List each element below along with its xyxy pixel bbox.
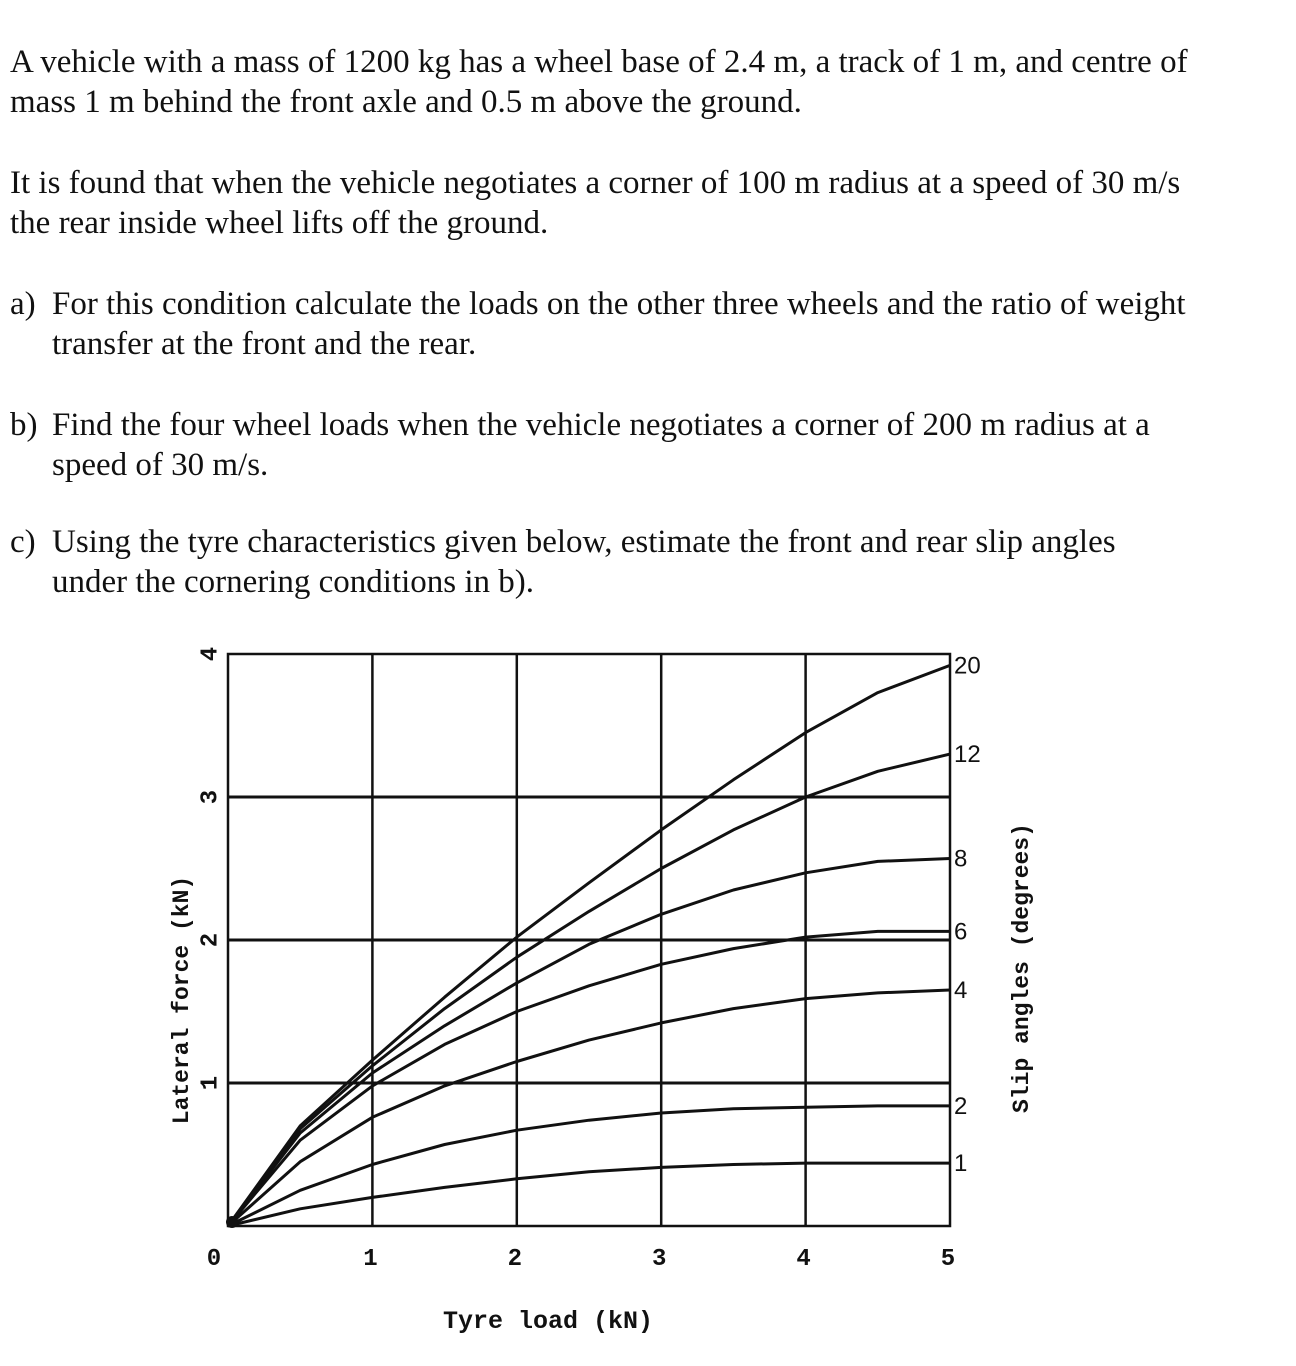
curve-slip-1 bbox=[228, 1163, 950, 1226]
part-b-line-1: Find the four wheel loads when the vehicle negotiates a corner of 200 m radius at a bbox=[52, 407, 1150, 443]
curve-slip-2 bbox=[228, 1106, 950, 1226]
part-a-line-1: For this condition calculate the loads on the other three wheels and the ratio of weight bbox=[52, 286, 1186, 322]
slip-angle-label-2: 2 bbox=[954, 1092, 968, 1120]
part-c-label: c) bbox=[10, 524, 36, 560]
part-b-line-2: speed of 30 m/s. bbox=[52, 447, 269, 483]
condition-line-2: the rear inside wheel lifts off the ground. bbox=[10, 205, 549, 241]
part-a-label: a) bbox=[10, 286, 36, 322]
slip-angle-label-8: 8 bbox=[954, 845, 968, 873]
part-c-line-1: Using the tyre characteristics given below, estimate the front and rear slip angles bbox=[52, 524, 1116, 560]
y-tick-label: 4 bbox=[197, 646, 225, 662]
part-c-line-2: under the cornering conditions in b). bbox=[52, 564, 535, 600]
curve-slip-12 bbox=[228, 754, 950, 1226]
slip-angle-label-6: 6 bbox=[954, 918, 968, 946]
part-b-label: b) bbox=[10, 407, 38, 443]
slip-angle-label-4: 4 bbox=[954, 977, 968, 1005]
curve-slip-6 bbox=[228, 931, 950, 1226]
y-tick-label: 1 bbox=[197, 1075, 225, 1091]
intro-line-1: A vehicle with a mass of 1200 kg has a wheel base of 2.4 m, a track of 1 m, and centre of bbox=[10, 44, 1188, 80]
origin-marker bbox=[226, 1216, 238, 1228]
slip-angle-label-12: 12 bbox=[954, 741, 981, 769]
x-tick-label: 0 bbox=[206, 1246, 222, 1273]
condition-line-1: It is found that when the vehicle negotiates a corner of 100 m radius at a speed of 30 m/s bbox=[10, 165, 1181, 201]
x-axis-title: Tyre load (kN) bbox=[442, 1307, 654, 1336]
slip-angle-label-20: 20 bbox=[954, 652, 981, 680]
x-tick-label: 1 bbox=[363, 1246, 378, 1273]
x-tick-label: 4 bbox=[796, 1246, 811, 1273]
x-tick-label: 2 bbox=[507, 1246, 523, 1273]
intro-line-2: mass 1 m behind the front axle and 0.5 m above the ground. bbox=[10, 84, 802, 120]
part-a-line-2: transfer at the front and the rear. bbox=[52, 326, 477, 362]
y-tick-label: 3 bbox=[197, 789, 225, 805]
x-tick-label: 3 bbox=[651, 1246, 667, 1273]
y-tick-label: 2 bbox=[197, 932, 225, 948]
right-axis-title: Slip angles (degrees) bbox=[1009, 823, 1035, 1113]
slip-angle-label-1: 1 bbox=[954, 1150, 968, 1178]
x-tick-label: 5 bbox=[940, 1246, 956, 1273]
y-axis-title: Lateral force (kN) bbox=[169, 875, 195, 1125]
